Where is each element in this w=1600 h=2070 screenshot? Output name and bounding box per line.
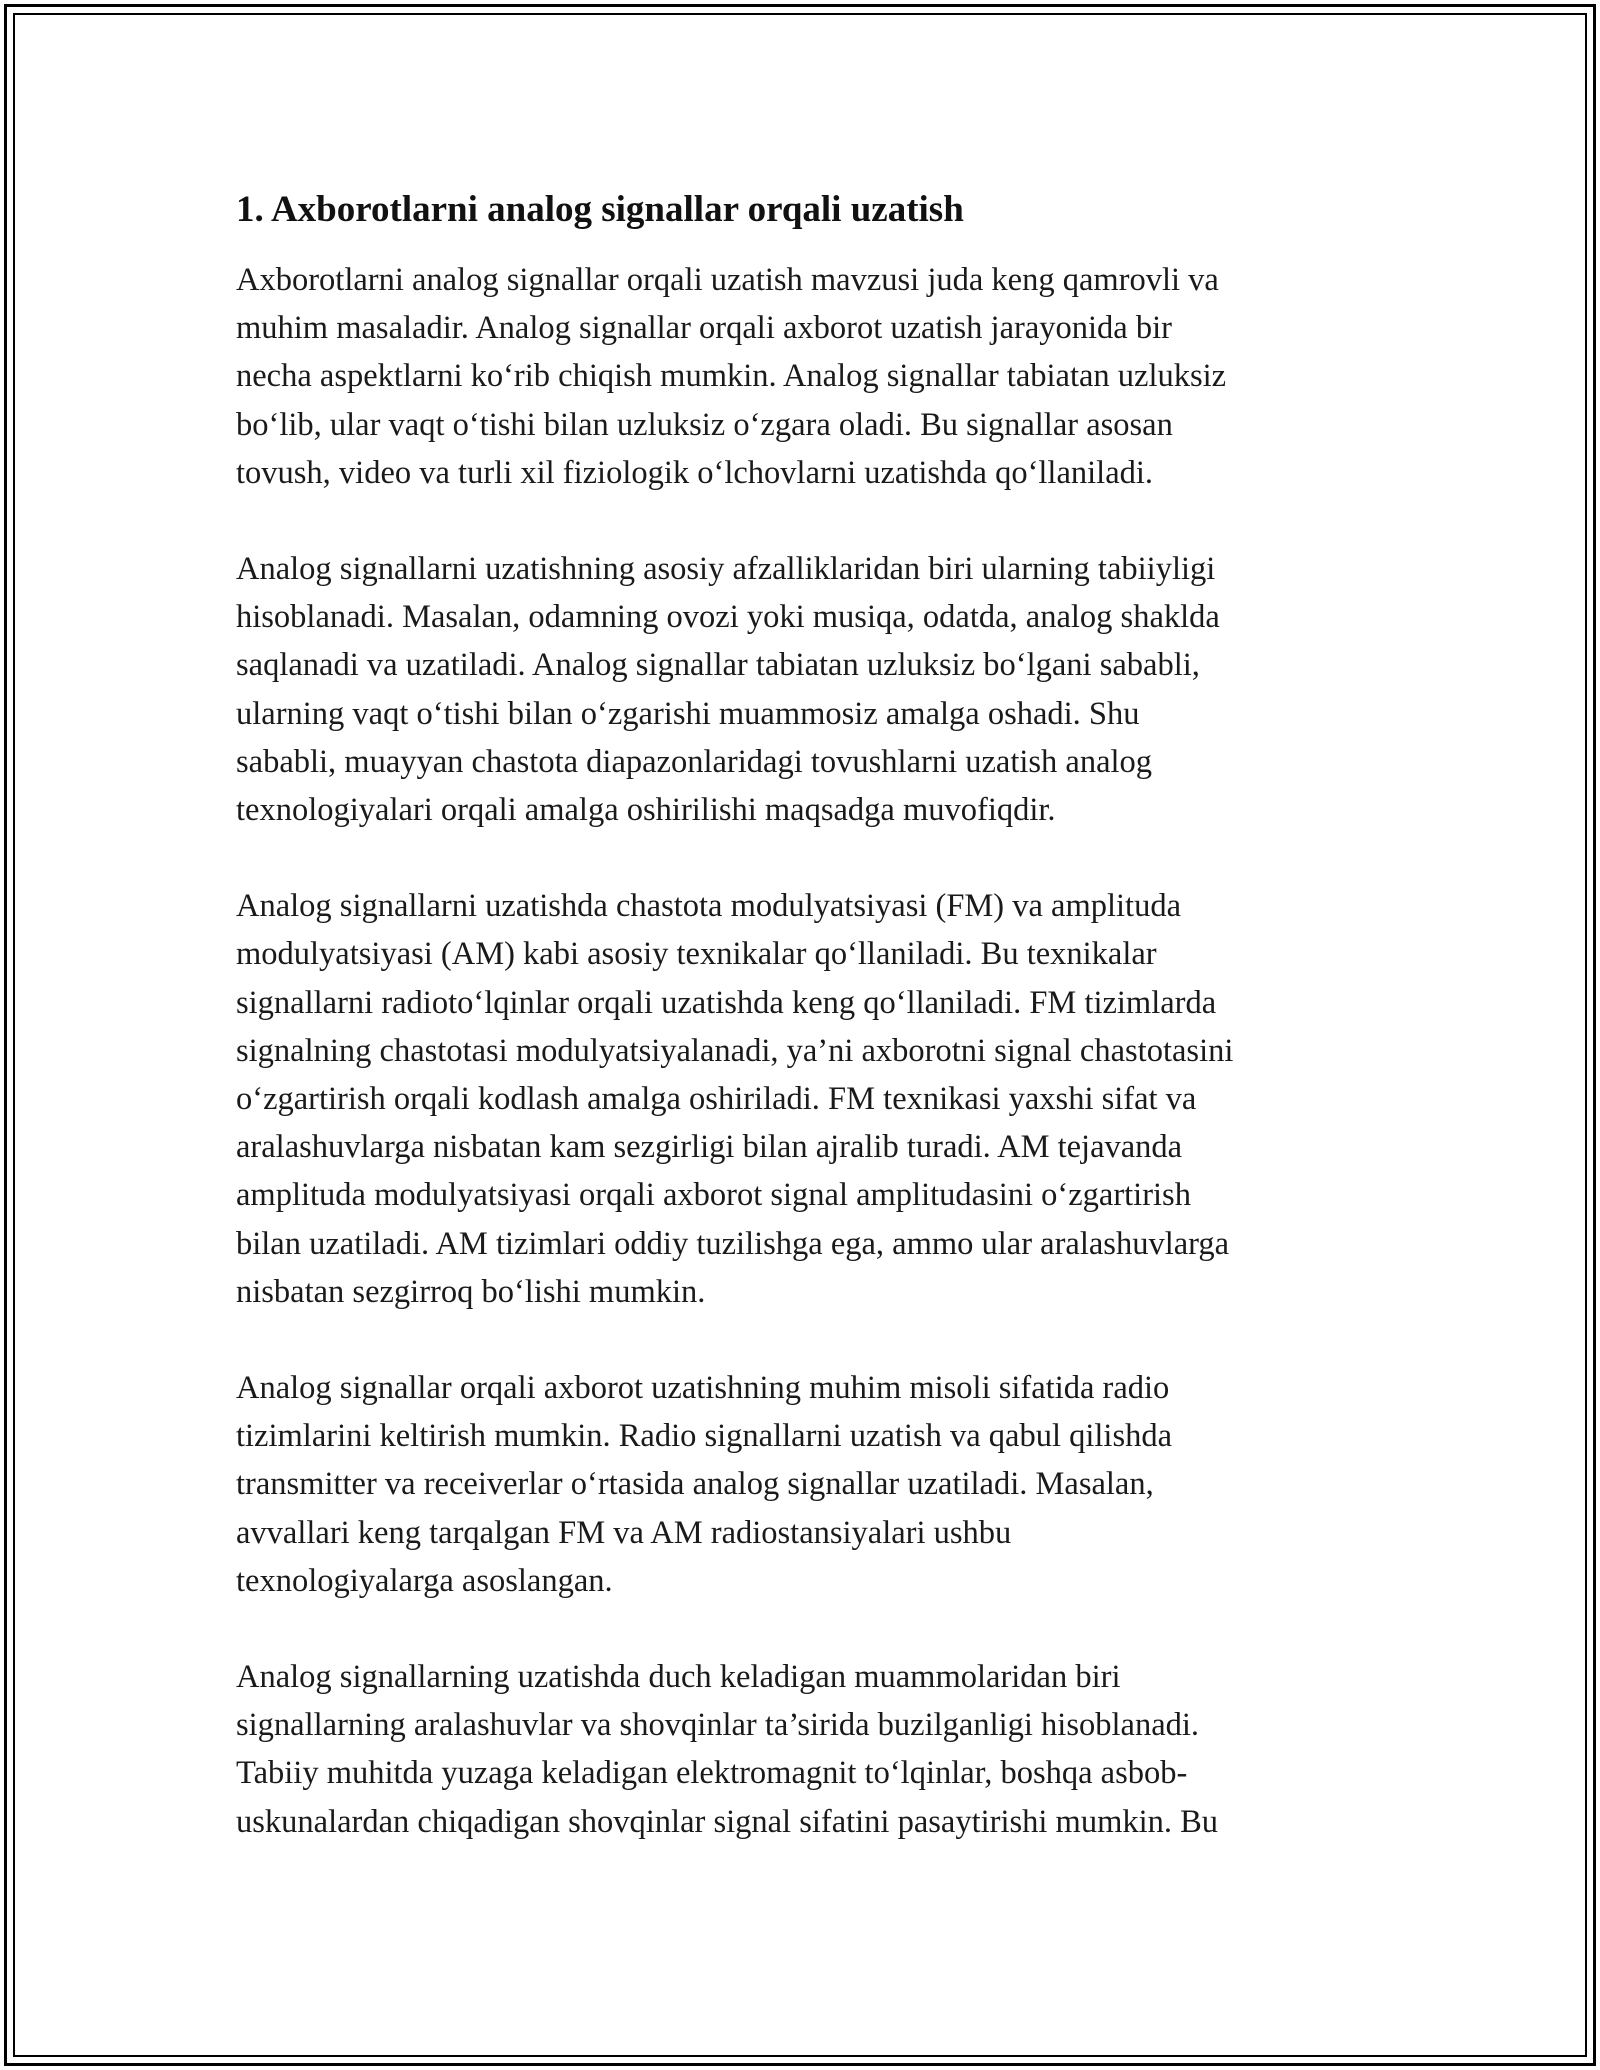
text-line: signalning chastotasi modulyatsiyalanadi, ya’ni axborotni signal chastotasini xyxy=(236,1032,1234,1069)
text-line: amplituda modulyatsiyasi orqali axborot signal amplitudasini o‘zgartirish xyxy=(236,1177,1191,1214)
text-line: bo‘lib, ular vaqt o‘tishi bilan uzluksiz o‘zgara oladi. Bu signallar asosan xyxy=(236,406,1173,443)
paragraph-3 xyxy=(236,882,1376,1316)
text-line: Analog signallarni uzatishda chastota modulyatsiyasi (FM) va amplituda xyxy=(236,888,1182,925)
text-line: hisoblanadi. Masalan, odamning ovozi yoki musiqa, odatda, analog shaklda xyxy=(236,599,1220,636)
text-line: texnologiyalari orqali amalga oshirilishi maqsadga muvofiqdir. xyxy=(236,792,1056,829)
text-line: aralashuvlarga nisbatan kam sezgirligi bilan ajralib turadi. AM tejavanda xyxy=(236,1129,1183,1166)
text-line: uskunalardan chiqadigan shovqinlar signal sifatini pasaytirishi mumkin. Bu xyxy=(236,1803,1219,1840)
text-line: bilan uzatiladi. AM tizimlari oddiy tuzilishga ega, ammo ular aralashuvlarga xyxy=(236,1225,1230,1262)
document-body xyxy=(236,186,1376,1894)
paragraph-4 xyxy=(236,1364,1376,1605)
text-line: Analog signallar orqali axborot uzatishning muhim misoli sifatida radio xyxy=(236,1370,1170,1407)
text-line: ularning vaqt o‘tishi bilan o‘zgarishi muammosiz amalga oshadi. Shu xyxy=(236,695,1140,732)
text-line: Tabiiy muhitda yuzaga keladigan elektromagnit to‘lqinlar, boshqa asbob- xyxy=(236,1755,1188,1792)
paragraph-1 xyxy=(236,256,1376,497)
text-line: tizimlarini keltirish mumkin. Radio signallarni uzatish va qabul qilishda xyxy=(236,1418,1173,1455)
text-line: signallarning aralashuvlar va shovqinlar ta’sirida buzilganligi hisoblanadi. xyxy=(236,1707,1200,1744)
text-line: nisbatan sezgirroq bo‘lishi mumkin. xyxy=(236,1273,706,1310)
text-line: necha aspektlarni ko‘rib chiqish mumkin. Analog signallar tabiatan uzluksiz xyxy=(236,358,1227,395)
text-line: o‘zgartirish orqali kodlash amalga oshiriladi. FM texnikasi yaxshi sifat va xyxy=(236,1081,1197,1118)
text-line: avvallari keng tarqalgan FM va AM radiostansiyalari ushbu xyxy=(236,1514,1012,1551)
text-line: transmitter va receiverlar o‘rtasida analog signallar uzatiladi. Masalan, xyxy=(236,1466,1154,1503)
paragraph-2 xyxy=(236,545,1376,834)
text-line: saqlanadi va uzatiladi. Analog signallar tabiatan uzluksiz bo‘lgani sababli, xyxy=(236,647,1200,684)
text-line: muhim masaladir. Analog signallar orqali axborot uzatish jarayonida bir xyxy=(236,310,1172,347)
text-line: texnologiyalarga asoslangan. xyxy=(236,1562,613,1599)
text-line: Analog signallarni uzatishning asosiy afzalliklaridan biri ularning tabiiyligi xyxy=(236,551,1216,588)
text-line: Axborotlarni analog signallar orqali uzatish mavzusi juda keng qamrovli va xyxy=(236,262,1219,298)
section-heading: 1. Axborotlarni analog signallar orqali uzatish xyxy=(236,189,964,230)
text-line: tovush, video va turli xil fiziologik o‘lchovlarni uzatishda qo‘llaniladi. xyxy=(236,454,1154,491)
paragraph-5 xyxy=(236,1653,1376,1846)
text-line: Analog signallarning uzatishda duch keladigan muammolaridan biri xyxy=(236,1659,1121,1696)
text-line: signallarni radioto‘lqinlar orqali uzatishda keng qo‘llaniladi. FM tizimlarda xyxy=(236,984,1217,1021)
text-line: modulyatsiyasi (AM) kabi asosiy texnikalar qo‘llaniladi. Bu texnikalar xyxy=(236,936,1157,973)
text-line: sababli, muayyan chastota diapazonlaridagi tovushlarni uzatish analog xyxy=(236,743,1153,780)
